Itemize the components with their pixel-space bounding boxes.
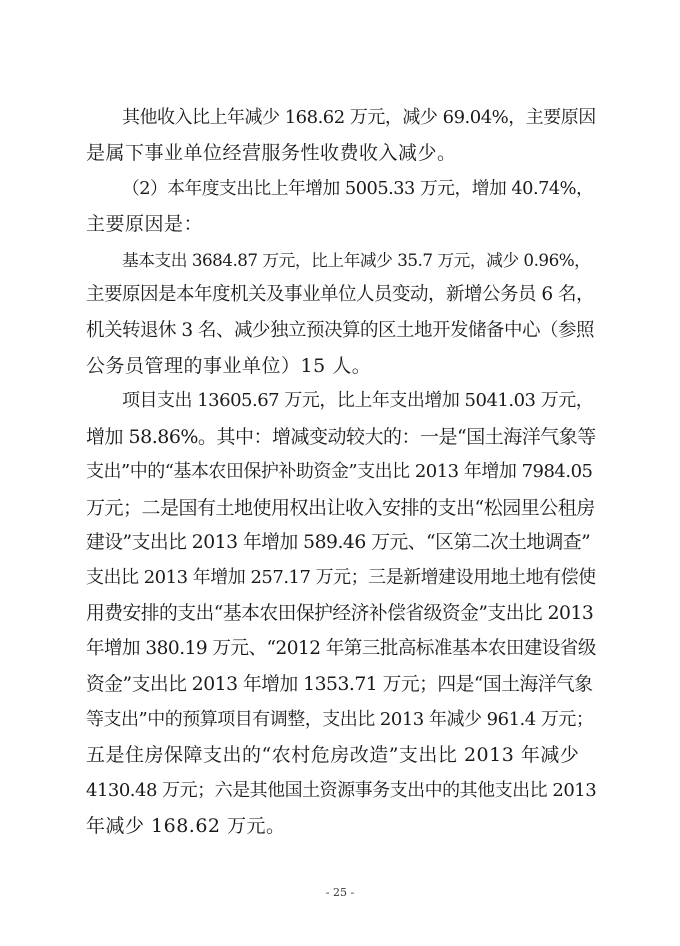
text-line-8: 公务员管理的事业单位）15 人。 [86, 355, 372, 377]
text-line-1: 其他收入比上年减少 168.62 万元，减少 69.04%，主要原因 [122, 107, 596, 128]
text-line-21: 年减少 168.62 万元。 [86, 815, 286, 837]
text-line-18: 等支出”中的预算项目有调整，支出比 2013 年减少 961.4 万元； [86, 709, 594, 730]
text-line-14: 支出比 2013 年增加 257.17 万元；三是新增建设用地土地有偿使 [86, 567, 596, 588]
text-line-16: 年增加 380.19 万元、“2012 年第三批高标准基本农田建设省级 [86, 638, 596, 659]
text-line-13: 建设”支出比 2013 年增加 589.46 万元、“区第二次土地调查” [86, 532, 591, 553]
text-line-3: （2）本年度支出比上年增加 5005.33 万元，增加 40.74%， [122, 179, 594, 199]
text-line-20: 4130.48 万元；六是其他国土资源事务支出中的其他支出比 2013 [86, 780, 597, 801]
text-line-15: 用费安排的支出“基本农田保护经济补偿省级资金”支出比 2013 [86, 603, 594, 624]
text-line-5: 基本支出 3684.87 万元，比上年减少 35.7 万元，减少 0.96%， [122, 250, 591, 270]
text-line-17: 资金”支出比 2013 年增加 1353.71 万元；四是“国土海洋气象 [86, 674, 593, 695]
page-number: - 25 - [325, 886, 355, 899]
text-line-11: 支出”中的“基本农田保护补助资金”支出比 2013 年增加 7984.05 [86, 461, 593, 482]
text-line-9: 项目支出 13605.67 万元，比上年支出增加 5041.03 万元， [122, 390, 594, 411]
text-line-6: 主要原因是本年度机关及事业单位人员变动，新增公务员 6 名， [86, 284, 595, 305]
text-line-7: 机关转退休 3 名、减少独立预决算的区土地开发储备中心（参照 [86, 320, 595, 341]
text-line-12: 万元；二是国有土地使用权出让收入安排的支出“松园里公租房 [86, 497, 595, 519]
text-line-4: 主要原因是： [86, 213, 204, 235]
text-line-2: 是属下事业单位经营服务性收费收入减少。 [86, 142, 457, 164]
text-line-19: 五是住房保障支出的“农村危房改造”支出比 2013 年减少 [86, 744, 580, 766]
text-line-10: 增加 58.86%。其中：增减变动较大的：一是“国土海洋气象等 [86, 426, 596, 448]
